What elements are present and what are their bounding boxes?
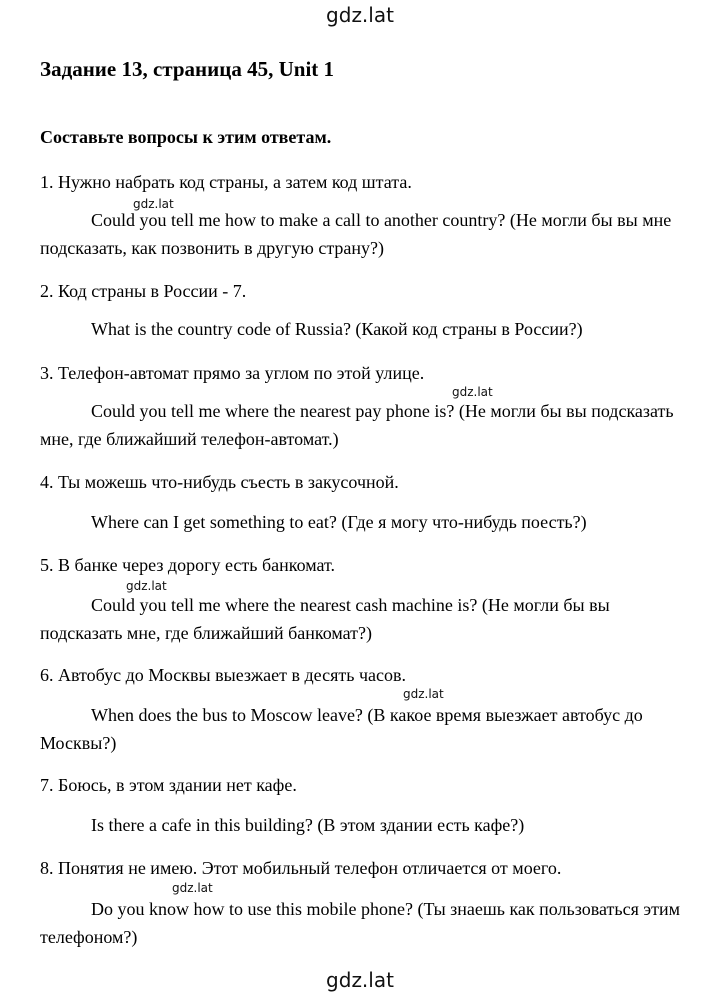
question-6: 6. Автобус до Москвы выезжает в десять часов.	[40, 665, 406, 685]
question-4: 4. Ты можешь что-нибудь съесть в закусочной.	[40, 472, 399, 492]
question-2: 2. Код страны в России - 7.	[40, 281, 247, 301]
answer-1: Could you tell me how to make a call to another country? (Не могли бы вы мне подсказать, как позвонить в другую страну?)	[40, 210, 672, 258]
question-1: 1. Нужно набрать код страны, а затем код штата.	[40, 172, 412, 192]
watermark-bottom: gdz.lat	[326, 968, 394, 992]
answer-6: When does the bus to Moscow leave? (В какое время выезжает автобус до Москвы?)	[40, 705, 643, 753]
instruction: Составьте вопросы к этим ответам.	[40, 127, 332, 147]
answer-2: What is the country code of Russia? (Какой код страны в России?)	[91, 319, 583, 339]
page-title: Задание 13, страница 45, Unit 1	[40, 57, 335, 81]
question-5: 5. В банке через дорогу есть банкомат.	[40, 555, 336, 575]
watermark-inline-4: gdz.lat	[403, 687, 444, 701]
question-3: 3. Телефон-автомат прямо за углом по этой улице.	[40, 363, 425, 383]
question-7: 7. Боюсь, в этом здании нет кафе.	[40, 775, 297, 795]
watermark-inline-5: gdz.lat	[172, 881, 213, 895]
answer-3: Could you tell me where the nearest pay phone is? (Не могли бы вы подсказать мне, где ближайший телефон-автомат.)	[40, 401, 674, 449]
answer-8: Do you know how to use this mobile phone? (Ты знаешь как пользоваться этим телефоном?)	[40, 899, 680, 947]
answer-5: Could you tell me where the nearest cash machine is? (Не могли бы вы подсказать мне, где ближайший банкомат?)	[40, 595, 610, 643]
watermark-top: gdz.lat	[326, 3, 394, 27]
answer-4: Where can I get something to eat? (Где я могу что-нибудь поесть?)	[91, 512, 587, 532]
watermark-inline-2: gdz.lat	[452, 385, 493, 399]
question-8: 8. Понятия не имею. Этот мобильный телефон отличается от моего.	[40, 858, 562, 878]
answer-7: Is there a cafe in this building? (В этом здании есть кафе?)	[91, 815, 525, 835]
watermark-inline-3: gdz.lat	[126, 579, 167, 593]
watermark-inline-1: gdz.lat	[133, 197, 174, 211]
